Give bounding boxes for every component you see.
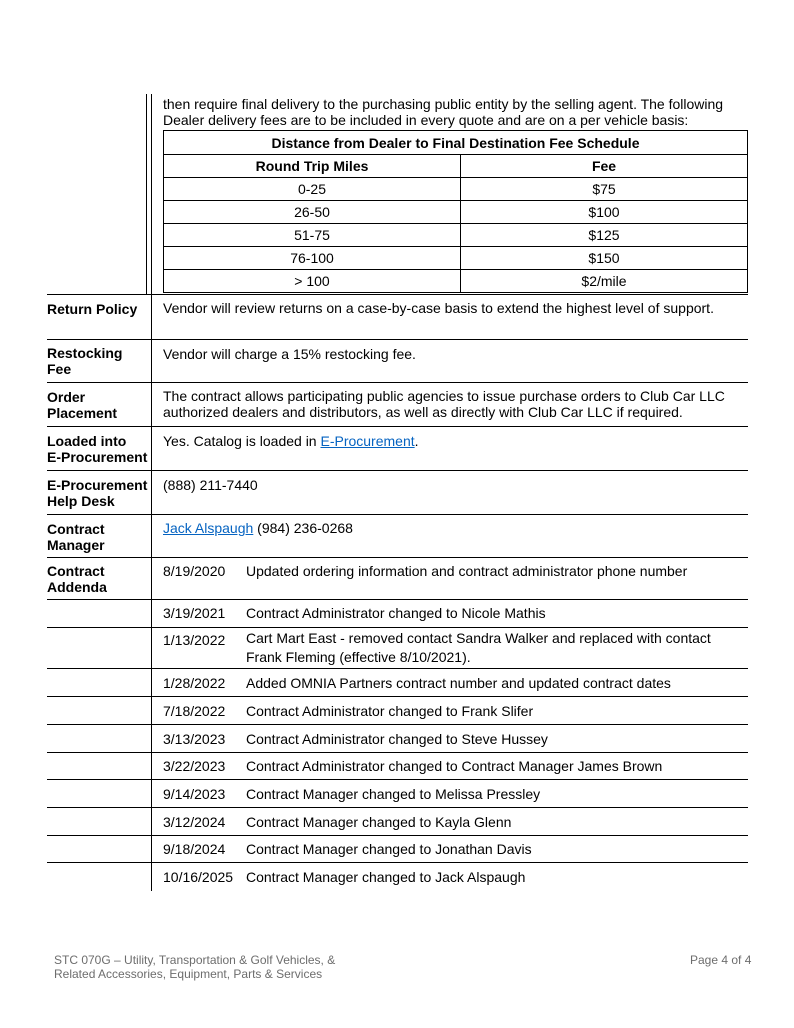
- restocking-label-line-1: Restocking: [47, 345, 123, 361]
- order-value-line-1: The contract allows participating public agencies to issue purchase orders to Club Car LLC: [163, 388, 725, 404]
- column-divider-short: [146, 94, 147, 294]
- row-divider: [47, 339, 748, 340]
- contract-manager-link[interactable]: Jack Alspaugh: [163, 520, 254, 536]
- addenda-date: 9/14/2023: [163, 786, 226, 802]
- row-divider: [47, 426, 748, 427]
- addenda-date: 3/19/2021: [163, 605, 226, 621]
- order-placement-value: [163, 388, 725, 420]
- addenda-description: Contract Administrator changed to Nicole Mathis: [246, 605, 546, 621]
- addenda-date: 9/18/2024: [163, 841, 226, 857]
- intro-line-2: Dealer delivery fees are to be included in every quote and are on a per vehicle basis:: [163, 112, 689, 128]
- addenda-date: 3/22/2023: [163, 758, 226, 774]
- help-desk-phone: (888) 211-7440: [163, 477, 258, 493]
- fee-table-miles: 26-50: [164, 201, 461, 224]
- table-row: [164, 201, 748, 224]
- row-divider: [47, 835, 748, 836]
- table-row: [164, 178, 748, 201]
- footer-document-title: [54, 953, 335, 981]
- order-value-line-2: authorized dealers and distributors, as well as directly with Club Car LLC if required.: [163, 404, 683, 420]
- addenda-description: Contract Manager changed to Jack Alspaugh: [246, 869, 526, 885]
- footer-page-number: Page 4 of 4: [690, 953, 752, 967]
- row-divider: [47, 557, 748, 558]
- fee-table-fee: $75: [461, 178, 748, 201]
- addenda-date: 8/19/2020: [163, 563, 226, 579]
- footer-title-line-1: STC 070G – Utility, Transportation & Golf Vehicles, &: [54, 953, 336, 967]
- addenda-description: Cart Mart East - removed contact Sandra Walker and replaced with contact Frank Fleming (effective 8/10/2021).: [246, 630, 711, 665]
- help-desk-label-line-1: E-Procurement: [47, 477, 148, 493]
- manager-label-line-1: Contract: [47, 521, 105, 537]
- addenda-description: Added OMNIA Partners contract number and updated contract dates: [246, 675, 671, 691]
- row-divider: [47, 752, 748, 753]
- contract-addenda-label: [47, 563, 151, 595]
- fee-table-fee: $150: [461, 247, 748, 270]
- row-divider: [47, 862, 748, 863]
- addenda-description: Contract Manager changed to Kayla Glenn: [246, 814, 512, 830]
- row-divider: [47, 382, 748, 383]
- fee-table-fee: $125: [461, 224, 748, 247]
- contract-manager-phone: (984) 236-0268: [253, 520, 353, 536]
- row-divider: [47, 807, 748, 808]
- restocking-fee-label: [47, 345, 151, 377]
- restocking-label-line-2: Fee: [47, 361, 72, 377]
- row-divider: [47, 724, 748, 725]
- addenda-date: 3/13/2023: [163, 731, 226, 747]
- fee-table-header-miles: Round Trip Miles: [164, 155, 461, 178]
- loaded-into-label: [47, 433, 151, 465]
- table-row: [164, 224, 748, 247]
- contract-manager-label: [47, 521, 151, 553]
- intro-line-1: then require final delivery to the purchasing public entity by the selling agent. The following: [163, 96, 724, 112]
- addenda-label-line-1: Contract: [47, 563, 105, 579]
- addenda-description: Contract Administrator changed to Contract Manager James Brown: [246, 758, 663, 774]
- fee-table-fee: $2/mile: [461, 270, 748, 293]
- row-divider: [47, 470, 748, 471]
- addenda-label-line-2: Addenda: [47, 579, 107, 595]
- return-policy-value: Vendor will review returns on a case-by-case basis to extend the highest level of support.: [163, 300, 714, 316]
- fee-table-miles: 51-75: [164, 224, 461, 247]
- addenda-date: 3/12/2024: [163, 814, 226, 830]
- e-procurement-link[interactable]: E-Procurement: [320, 433, 415, 449]
- footer-title-line-2: Related Accessories, Equipment, Parts & Services: [54, 967, 323, 981]
- row-divider: [47, 696, 748, 697]
- loaded-value-prefix: Yes. Catalog is loaded in: [163, 433, 321, 449]
- table-row: [164, 270, 748, 293]
- contract-manager-value: [163, 519, 353, 537]
- row-divider: [47, 627, 748, 628]
- addenda-description: Contract Administrator changed to Frank Slifer: [246, 703, 534, 719]
- fee-table-fee: $100: [461, 201, 748, 224]
- row-divider: [47, 599, 748, 600]
- addenda-date: 1/28/2022: [163, 675, 226, 691]
- restocking-fee-value: Vendor will charge a 15% restocking fee.: [163, 346, 416, 362]
- manager-label-line-2: Manager: [47, 537, 105, 553]
- fee-table-miles: 76-100: [164, 247, 461, 270]
- addenda-date: 7/18/2022: [163, 703, 226, 719]
- loaded-label-line-1: Loaded into: [47, 433, 127, 449]
- row-divider: [47, 294, 748, 295]
- row-divider: [47, 514, 748, 515]
- loaded-label-line-2: E-Procurement: [47, 449, 148, 465]
- addenda-date: 10/16/2025: [163, 869, 234, 885]
- order-placement-label: [47, 389, 151, 421]
- addenda-date: 1/13/2022: [163, 632, 226, 648]
- addenda-description: Contract Administrator changed to Steve Hussey: [246, 731, 548, 747]
- fee-table-miles: 0-25: [164, 178, 461, 201]
- fee-table-header-fee: Fee: [461, 155, 748, 178]
- row-divider: [47, 668, 748, 669]
- addenda-description: Contract Manager changed to Melissa Pressley: [246, 786, 541, 802]
- help-desk-label: [47, 477, 151, 509]
- column-divider: [151, 94, 152, 891]
- addenda-description: Contract Manager changed to Jonathan Davis: [246, 841, 532, 857]
- row-divider: [47, 779, 748, 780]
- help-desk-label-line-2: Help Desk: [47, 493, 115, 509]
- order-label-line-1: Order: [47, 389, 86, 405]
- fee-table-miles: > 100: [164, 270, 461, 293]
- fee-table-title: Distance from Dealer to Final Destination Fee Schedule: [164, 131, 748, 155]
- return-policy-label: Return Policy: [47, 301, 138, 317]
- order-label-line-2: Placement: [47, 405, 118, 421]
- table-row: [164, 247, 748, 270]
- addenda-description: Updated ordering information and contract administrator phone number: [246, 563, 688, 579]
- fee-schedule-table: [163, 130, 748, 293]
- loaded-into-value: [163, 432, 419, 450]
- loaded-value-suffix: .: [414, 433, 419, 449]
